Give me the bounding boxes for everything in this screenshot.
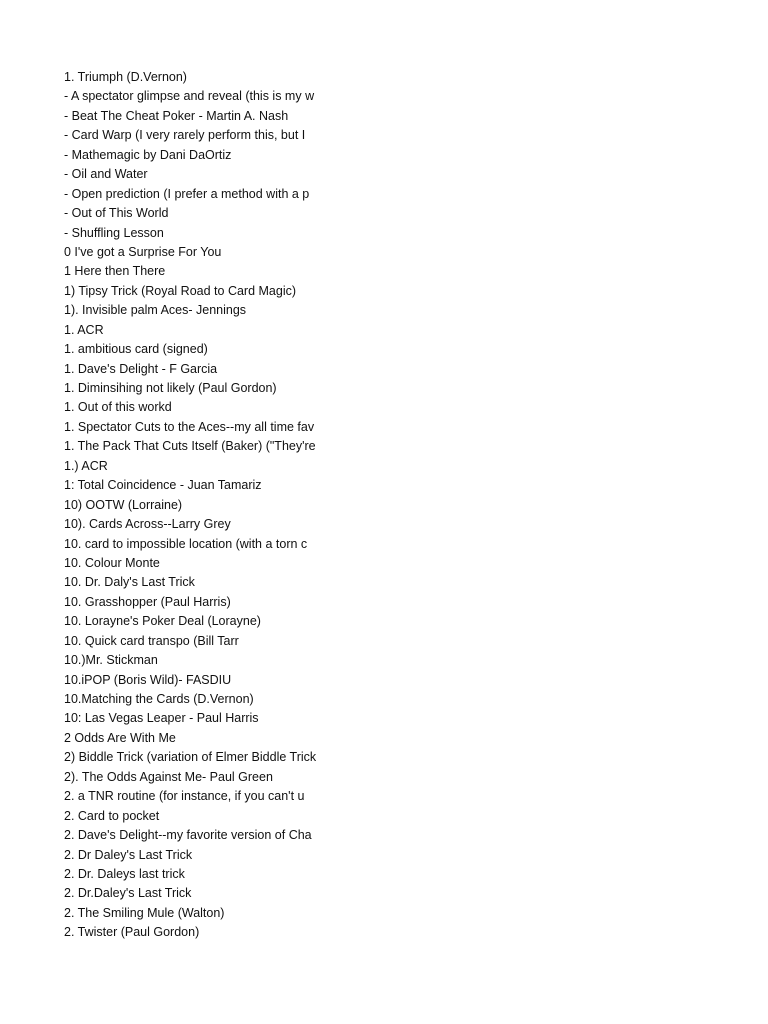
- list-item: 2. Dr Daley's Last Trick: [64, 847, 193, 862]
- list-item: 0 I've got a Surprise For You: [64, 244, 222, 259]
- list-item: - Shuffling Lesson: [64, 225, 164, 240]
- list-item: 1. Diminsihing not likely (Paul Gordon): [64, 381, 277, 395]
- list-item: 2). The Odds Against Me- Paul Green: [64, 769, 273, 784]
- list-item: 10. card to impossible location (with a torn c: [64, 536, 308, 551]
- list-item: 2. Twister (Paul Gordon): [64, 925, 200, 940]
- trick-list: [64, 68, 316, 943]
- list-item: 1. ambitious card (signed): [64, 342, 208, 357]
- list-item: 1.) ACR: [64, 458, 108, 473]
- list-item: 10: Las Vegas Leaper - Paul Harris: [64, 711, 259, 726]
- list-item: 2 Odds Are With Me: [64, 730, 176, 745]
- list-item: 1. Spectator Cuts to the Aces--my all time fav: [64, 419, 315, 434]
- list-item: 2. Card to pocket: [64, 808, 160, 823]
- list-item: - Oil and Water: [64, 167, 148, 182]
- list-item: 10. Quick card transpo (Bill Tarr: [64, 633, 239, 648]
- list-item: - Mathemagic by Dani DaOrtiz: [64, 147, 232, 162]
- list-item: 1. Dave's Delight - F Garcia: [64, 361, 218, 376]
- list-item: 1) Tipsy Trick (Royal Road to Card Magic): [64, 283, 297, 298]
- list-item: 10. Lorayne's Poker Deal (Lorayne): [64, 614, 261, 629]
- list-item: 1). Invisible palm Aces- Jennings: [64, 303, 247, 318]
- list-item: - Out of This World: [64, 206, 169, 221]
- list-item: 10). Cards Across--Larry Grey: [64, 517, 231, 532]
- list-item: 1. ACR: [64, 322, 104, 337]
- list-item: 2. Dave's Delight--my favorite version of Cha: [64, 828, 312, 843]
- list-item: 10.Matching the Cards (D.Vernon): [64, 692, 254, 706]
- list-item: 2. Dr. Daleys last trick: [64, 866, 185, 881]
- list-item: 1. Triumph (D.Vernon): [64, 70, 187, 84]
- list-item: 10. Dr. Daly's Last Trick: [64, 575, 195, 590]
- list-item: - Beat The Cheat Poker - Martin A. Nash: [64, 108, 289, 123]
- list-item: 10. Colour Monte: [64, 555, 160, 570]
- list-item: 1 Here then There: [64, 264, 166, 279]
- list-item: 2) Biddle Trick (variation of Elmer Biddle Trick: [64, 750, 316, 765]
- list-item: 1. Out of this workd: [64, 400, 172, 415]
- list-item: 2. Dr.Daley's Last Trick: [64, 886, 192, 901]
- list-item: 10. Grasshopper (Paul Harris): [64, 594, 231, 609]
- list-item: 1. The Pack That Cuts Itself (Baker) ("They're: [64, 439, 316, 454]
- list-item: 2. a TNR routine (for instance, if you can't u: [64, 789, 305, 804]
- list-item: 2. The Smiling Mule (Walton): [64, 905, 225, 920]
- list-item: 1: Total Coincidence - Juan Tamariz: [64, 478, 262, 493]
- list-item: - A spectator glimpse and reveal (this is my w: [64, 89, 315, 104]
- list-item: - Card Warp (I very rarely perform this, but I: [64, 128, 306, 143]
- list-item: 10.iPOP (Boris Wild)- FASDIU: [64, 672, 232, 687]
- list-item: 10.)Mr. Stickman: [64, 653, 158, 668]
- list-item: 10) OOTW (Lorraine): [64, 497, 183, 512]
- list-item: - Open prediction (I prefer a method with a p: [64, 186, 310, 201]
